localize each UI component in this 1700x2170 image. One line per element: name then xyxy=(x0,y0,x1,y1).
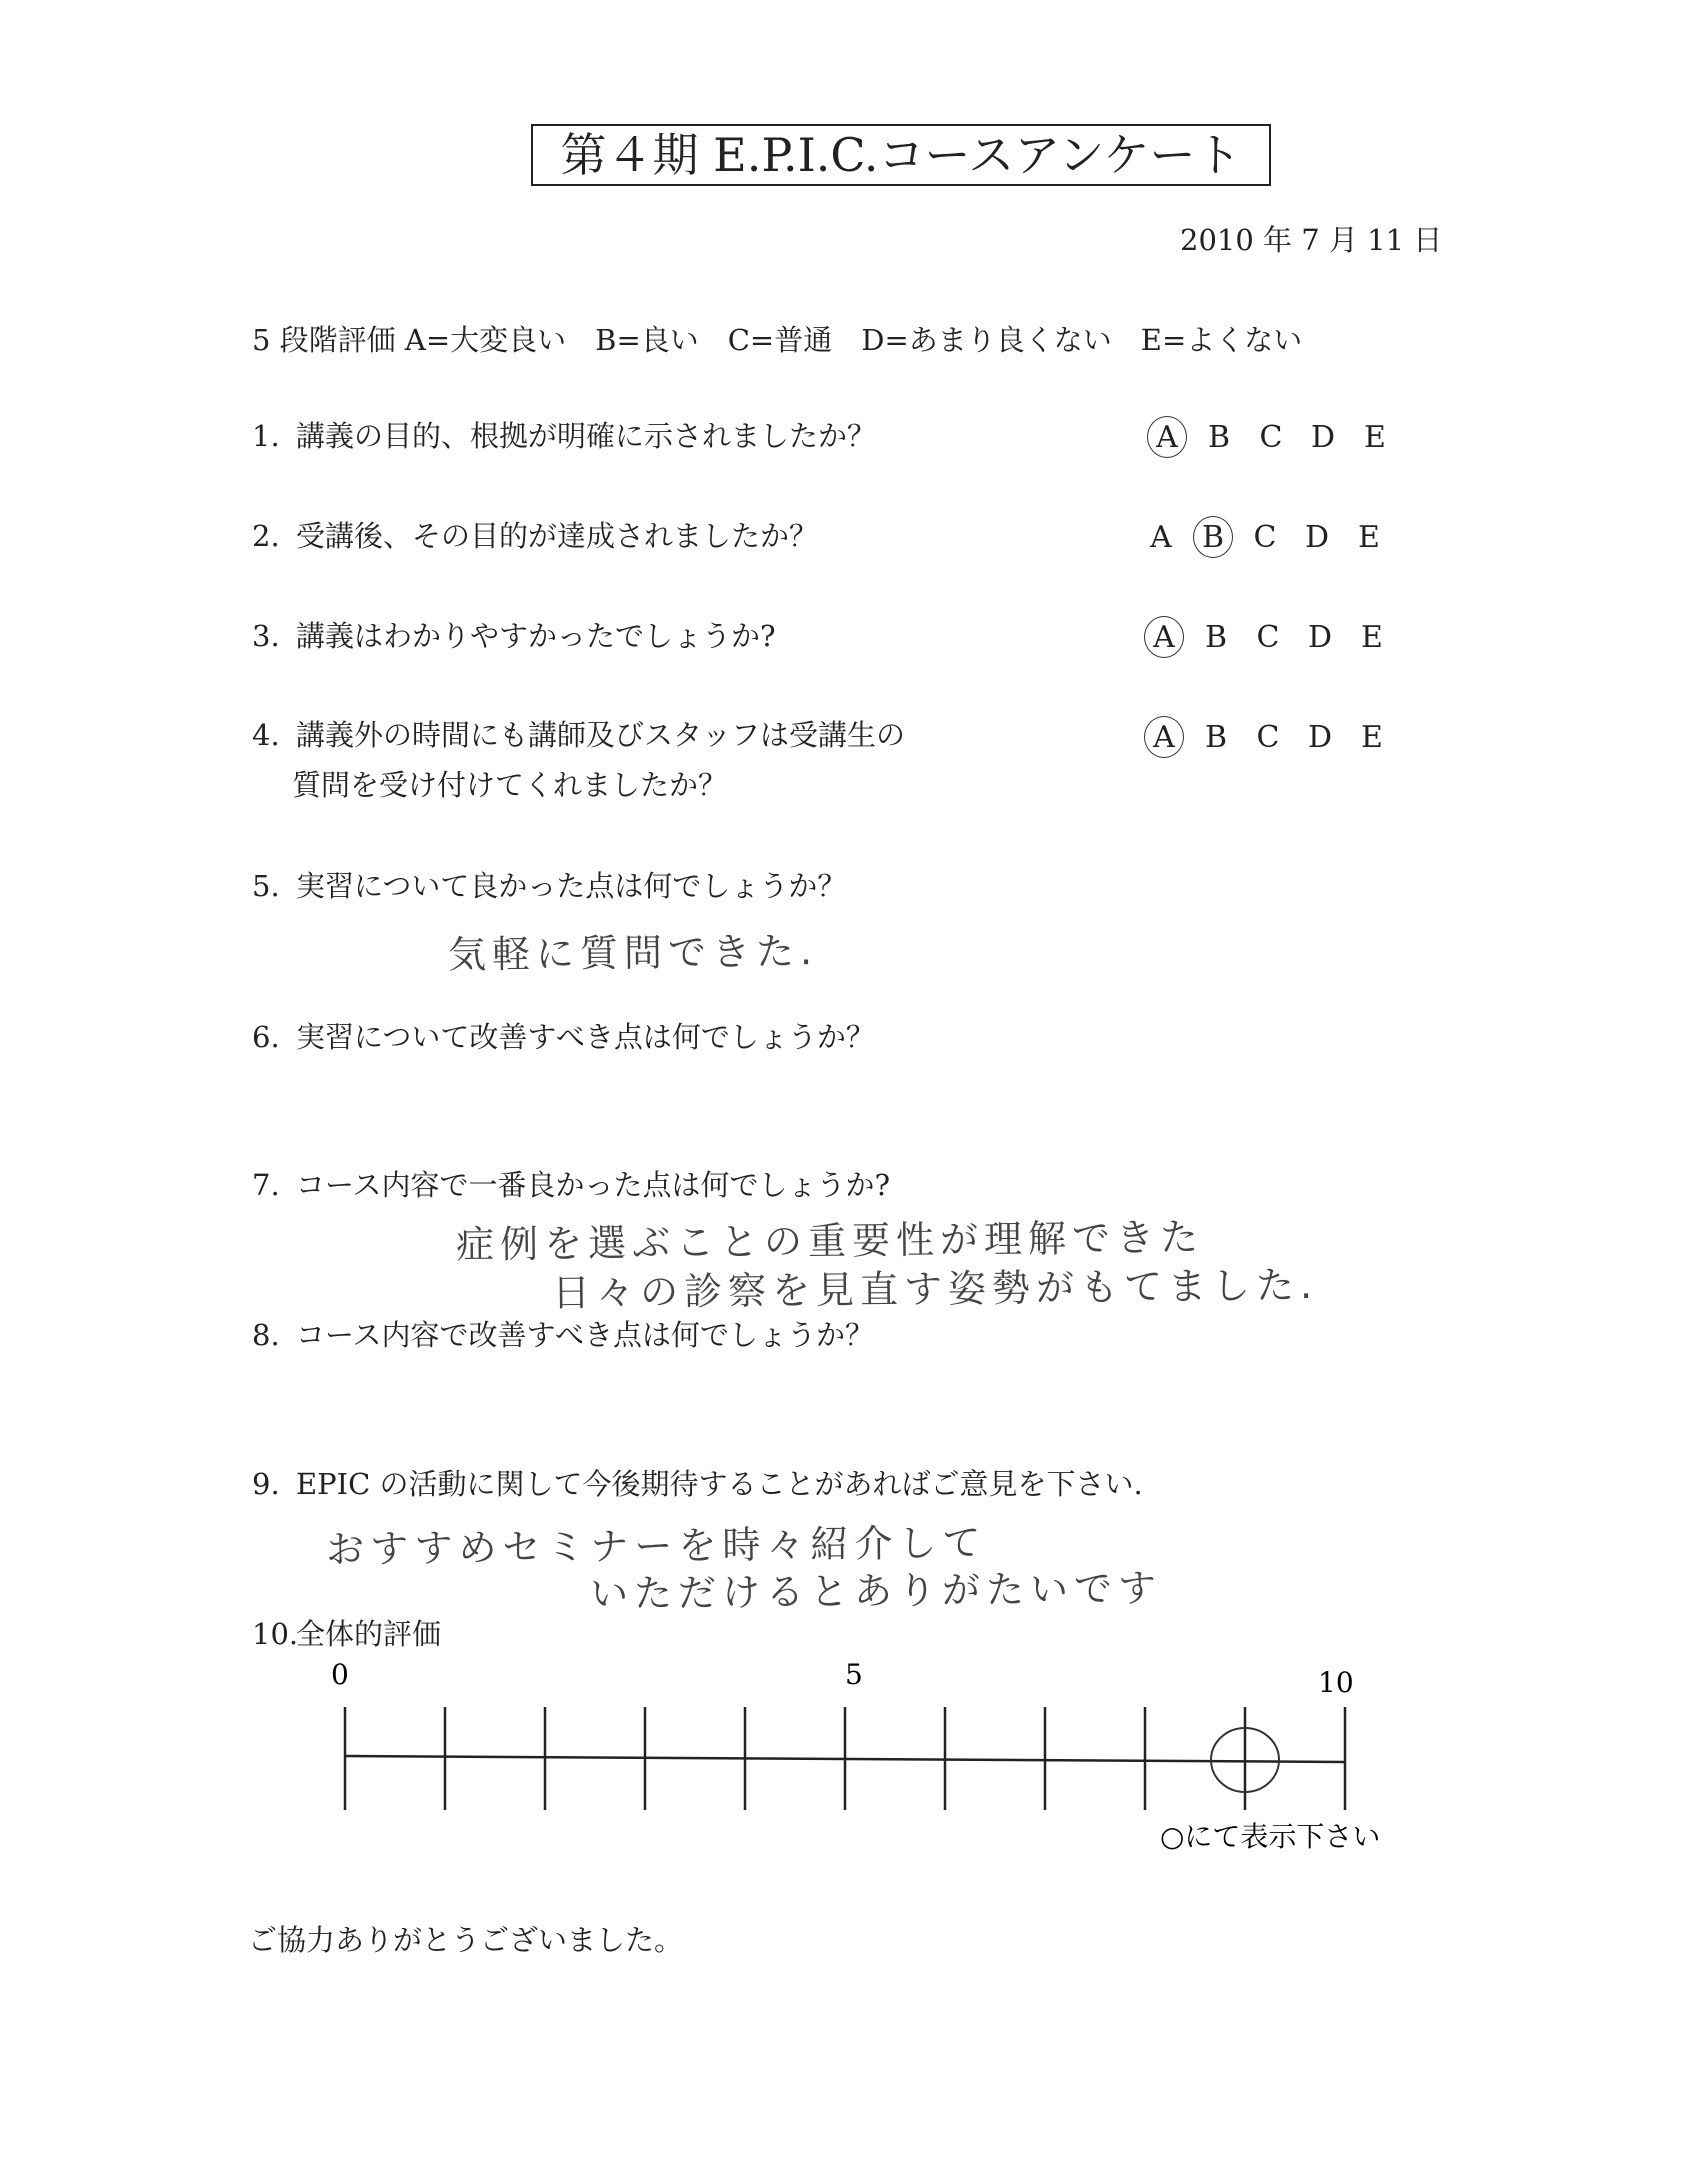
choices-q3[interactable] xyxy=(1138,620,1398,655)
question-number: 1. xyxy=(252,419,280,453)
handwritten-answer-7-line1: 症例を選ぶことの重要性が理解できた xyxy=(455,1215,1205,1267)
choice-e[interactable]: E xyxy=(1364,420,1386,455)
survey-title: 第４期 E.P.I.C.コースアンケート xyxy=(531,124,1271,186)
choice-e[interactable]: E xyxy=(1361,720,1383,755)
question-number: 4. xyxy=(252,718,280,752)
question-text: 講義の目的、根拠が明確に示されましたか？ xyxy=(296,419,877,453)
question-text: 実習について改善すべき点は何でしょうか？ xyxy=(296,1020,875,1054)
choice-a[interactable]: A xyxy=(1138,720,1190,755)
question-4-continued: 質問を受け付けてくれましたか？ xyxy=(292,768,728,802)
question-text: 実習について良かった点は何でしょうか？ xyxy=(296,869,847,903)
choice-c[interactable]: C xyxy=(1253,520,1277,555)
question-text: 講義はわかりやすかったでしょうか? xyxy=(296,619,776,653)
handwritten-answer-7-line2: 日々の診察を見直す姿勢がもてました. xyxy=(551,1262,1319,1316)
choice-e[interactable]: E xyxy=(1361,620,1383,655)
question-3 xyxy=(252,614,776,655)
question-6 xyxy=(252,1015,875,1056)
question-number: 8. xyxy=(252,1318,280,1352)
question-number: 2. xyxy=(252,519,280,553)
choice-d[interactable]: D xyxy=(1310,420,1336,455)
question-text: 受講後、その目的が達成されましたか？ xyxy=(296,519,819,553)
question-number: 7. xyxy=(252,1168,280,1202)
question-2 xyxy=(252,514,818,555)
question-text: コース内容で改善すべき点は何でしょうか？ xyxy=(296,1318,874,1352)
question-text: コース内容で一番良かった点は何でしょうか? xyxy=(296,1168,891,1202)
question-text: 講義外の時間にも講師及びスタッフは受講生の xyxy=(296,718,906,752)
choice-d[interactable]: D xyxy=(1307,620,1333,655)
thank-you-note: ご協力ありがとうございました。 xyxy=(248,1923,684,1957)
scale-label-mid: 5 xyxy=(845,1658,863,1691)
question-10 xyxy=(252,1612,441,1653)
question-8 xyxy=(252,1313,874,1354)
choice-d[interactable]: D xyxy=(1304,520,1330,555)
scale-label-min: 0 xyxy=(331,1658,349,1691)
scale-instruction: ○にて表示下さい xyxy=(1160,1820,1381,1853)
choice-b[interactable]: B xyxy=(1204,720,1228,755)
handwritten-answer-9-line2: いただけるとありがたいです xyxy=(589,1566,1163,1616)
scale-label-max: 10 xyxy=(1318,1666,1354,1699)
question-5 xyxy=(252,864,846,905)
question-text: 全体的評価 xyxy=(296,1617,442,1651)
choice-e[interactable]: E xyxy=(1358,520,1380,555)
question-number: 3. xyxy=(252,619,280,653)
choice-a[interactable]: A xyxy=(1138,620,1190,655)
choice-d[interactable]: D xyxy=(1307,720,1333,755)
survey-date: 2010 年 7 月 11 日 xyxy=(1180,223,1443,257)
question-number: 9. xyxy=(252,1467,280,1501)
question-7 xyxy=(252,1163,890,1204)
choice-a[interactable]: A xyxy=(1141,420,1193,455)
question-9 xyxy=(252,1462,1143,1503)
overall-rating-scale[interactable] xyxy=(300,1650,1460,1900)
question-number: 10. xyxy=(252,1617,299,1651)
question-1 xyxy=(252,414,876,455)
question-number: 6. xyxy=(252,1020,280,1054)
question-4 xyxy=(252,713,905,754)
handwritten-answer-5: 気軽に質問できた. xyxy=(447,929,819,977)
choices-q2[interactable] xyxy=(1135,520,1395,555)
choice-c[interactable]: C xyxy=(1256,720,1280,755)
choice-c[interactable]: C xyxy=(1259,420,1283,455)
question-text: EPIC の活動に関して今後期待することがあればご意見を下さい. xyxy=(296,1467,1143,1501)
choice-b[interactable]: B xyxy=(1204,620,1228,655)
choices-q1[interactable] xyxy=(1141,420,1401,455)
choice-b[interactable]: B xyxy=(1207,420,1231,455)
rating-scale-legend: 5 段階評価 A=大変良い B=良い C=普通 D=あまり良くない E=よくない xyxy=(252,323,1303,357)
choices-q4[interactable] xyxy=(1138,720,1398,755)
handwritten-answer-9-line1: おすすめセミナーを時々紹介して xyxy=(325,1520,987,1572)
choice-a[interactable]: A xyxy=(1150,520,1172,555)
choice-b[interactable]: B xyxy=(1187,520,1239,555)
choice-c[interactable]: C xyxy=(1256,620,1280,655)
question-number: 5. xyxy=(252,869,280,903)
